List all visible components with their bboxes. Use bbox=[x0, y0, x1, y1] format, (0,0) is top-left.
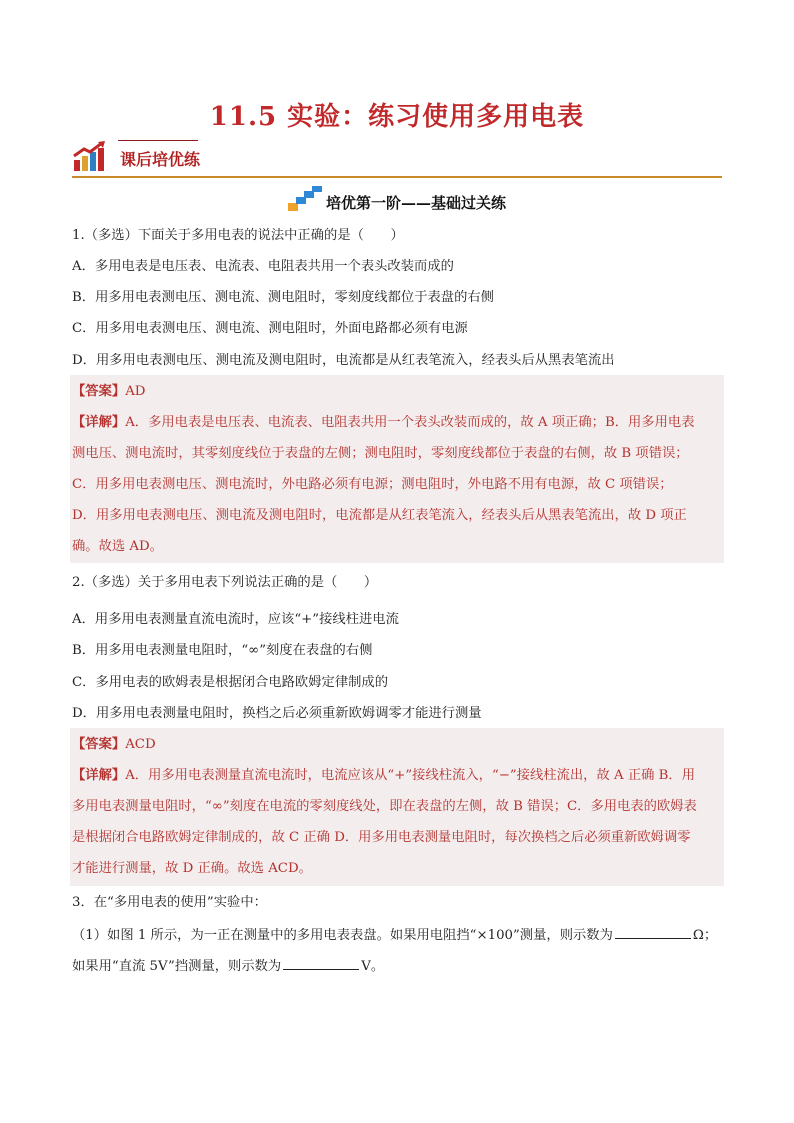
q3-stem: 3．在“多用电表的使用”实验中： bbox=[72, 895, 267, 910]
q1-detail-line: D．用多用电表测电压、测电流及测电阻时，电流都是从红表笔流入，经表头后从黑表笔流出，故 D 项正 bbox=[72, 508, 687, 523]
bar-chart-arrow-icon bbox=[72, 140, 108, 172]
stairs-icon bbox=[288, 186, 322, 212]
q3-part1-text: （1）如图 1 所示，为一正在测量中的多用电表表盘。如果用电阻挡“×100”测量，则示数为 bbox=[72, 928, 613, 943]
q2-answer-tag: 【答案】 bbox=[72, 737, 126, 752]
q2-detail-tag: 【详解】 bbox=[72, 768, 126, 783]
stage-title: 培优第一阶——基础过关练 bbox=[325, 194, 506, 212]
section-label: 课后培优练 bbox=[120, 150, 201, 169]
q1-detail-line bbox=[72, 413, 695, 433]
q1-option-a: A．多用电表是电压表、电流表、电阻表共用一个表头改装而成的 bbox=[72, 259, 454, 274]
stage-heading bbox=[0, 184, 794, 216]
header-top-rule bbox=[118, 140, 198, 141]
header-bottom-rule bbox=[72, 176, 722, 178]
q1-detail-line: C．用多用电表测电压、测电流时，外电路必须有电源；测电阻时，外电路不用有电源，故 C 项错误； bbox=[72, 477, 673, 492]
q2-detail-text: A．用多用电表测量直流电流时，电流应该从“+”接线柱流入，“−”接线柱流出，故 A 正确 B．用 bbox=[125, 768, 696, 783]
q2-option-a: A．用多用电表测量直流电流时，应该“+”接线柱进电流 bbox=[72, 612, 399, 627]
q2-detail-line: 才能进行测量，故 D 正确。故选 ACD。 bbox=[72, 861, 312, 876]
q2-stem: 2.（多选）关于多用电表下列说法正确的是（ ） bbox=[72, 575, 378, 590]
q3-part1-unit: V。 bbox=[361, 959, 385, 974]
q1-answer bbox=[72, 382, 145, 402]
section-header bbox=[72, 136, 722, 178]
q3-part1-line2 bbox=[72, 955, 384, 977]
q1-detail-line: 确。故选 AD。 bbox=[72, 539, 163, 554]
q1-detail-text: A．多用电表是电压表、电流表、电阻表共用一个表头改装而成的，故 A 项正确；B．用多用电表 bbox=[125, 415, 695, 430]
q3-part1-unit: Ω； bbox=[692, 928, 718, 943]
q1-detail-tag: 【详解】 bbox=[72, 415, 126, 430]
q1-stem: 1.（多选）下面关于多用电表的说法中正确的是（ ） bbox=[72, 228, 404, 243]
q2-detail-line: 是根据闭合电路欧姆定律制成的，故 C 正确 D．用多用电表测量电阻时，每次换档之后必须重新欧姆调零 bbox=[72, 830, 691, 845]
q1-option-d: D．用多用电表测电压、测电流及测电阻时，电流都是从红表笔流入，经表头后从黑表笔流出 bbox=[72, 353, 615, 368]
q1-answer-tag: 【答案】 bbox=[72, 384, 126, 399]
q2-option-d: D．用多用电表测量电阻时，换档之后必须重新欧姆调零才能进行测量 bbox=[72, 706, 482, 721]
q3-part1-line1 bbox=[72, 924, 717, 946]
q2-option-b: B．用多用电表测量电阻时，“∞”刻度在表盘的右侧 bbox=[72, 643, 373, 658]
answer-blank[interactable] bbox=[615, 924, 691, 939]
q2-answer-value: ACD bbox=[125, 737, 156, 752]
page-title: 11.5 实验：练习使用多用电表 bbox=[209, 102, 585, 132]
q1-option-b: B．用多用电表测电压、测电流、测电阻时，零刻度线都位于表盘的右侧 bbox=[72, 290, 494, 305]
q1-answer-box bbox=[70, 375, 724, 563]
q3-part1-text: 如果用“直流 5V”挡测量，则示数为 bbox=[72, 959, 282, 974]
q1-answer-value: AD bbox=[125, 384, 146, 399]
q1-option-c: C．用多用电表测电压、测电流、测电阻时，外面电路都必须有电源 bbox=[72, 321, 468, 336]
q2-answer bbox=[72, 735, 156, 755]
answer-blank[interactable] bbox=[283, 955, 359, 970]
q2-option-c: C．多用电表的欧姆表是根据闭合电路欧姆定律制成的 bbox=[72, 675, 389, 690]
q1-detail-line: 测电压、测电流时，其零刻度线位于表盘的左侧；测电阻时，零刻度线都位于表盘的右侧，故 B 项错误； bbox=[72, 446, 689, 461]
q2-detail-line bbox=[72, 766, 695, 786]
q2-detail-line: 多用电表测量电阻时，“∞”刻度在电流的零刻度线处，即在表盘的左侧，故 B 错误；C．多用电表的欧姆表 bbox=[72, 799, 697, 814]
